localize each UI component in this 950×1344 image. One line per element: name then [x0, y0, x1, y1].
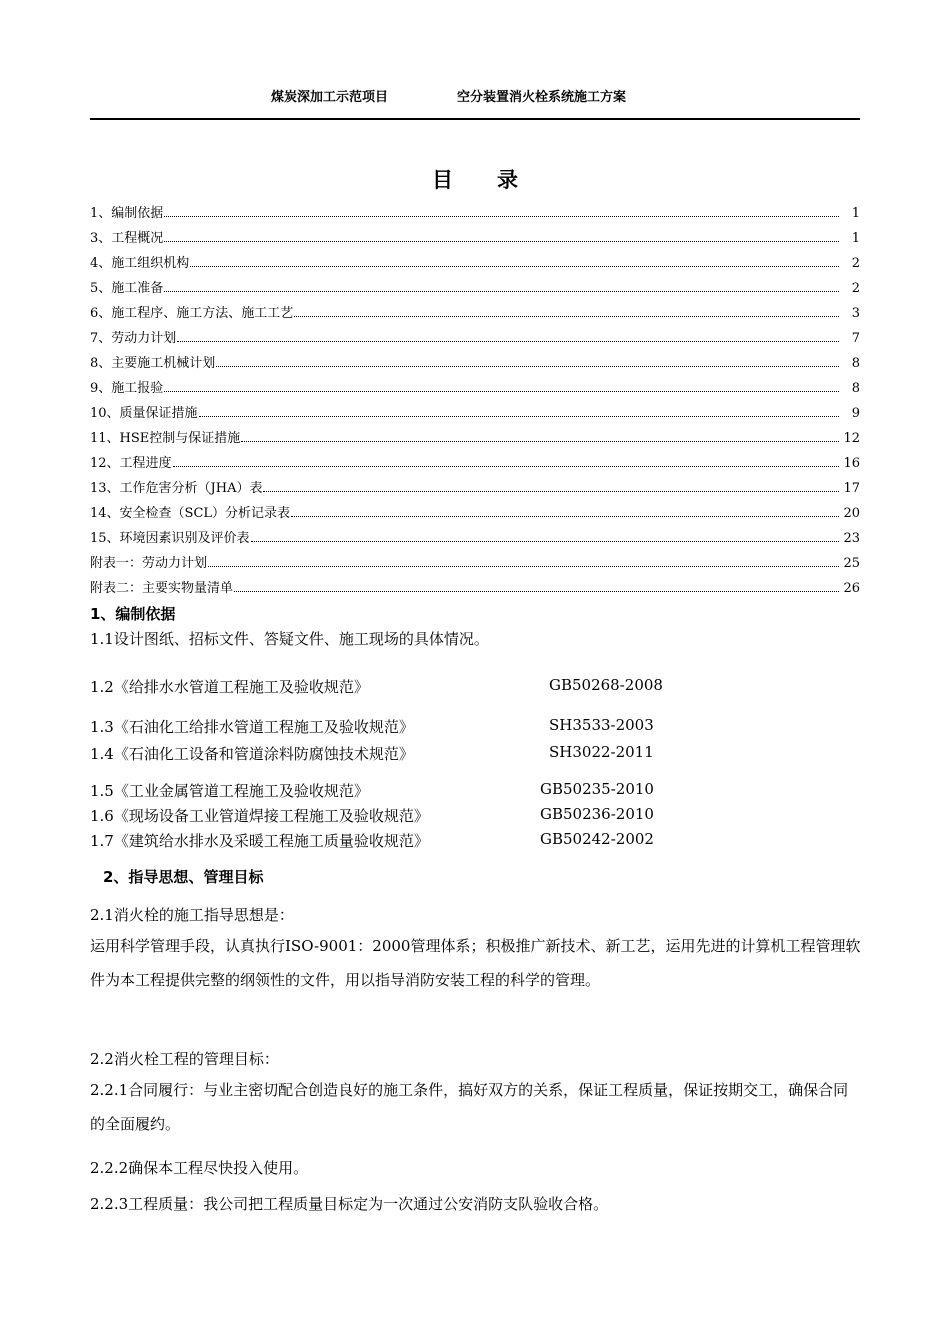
- toc-entry-label: 7、劳动力计划: [90, 331, 177, 346]
- toc-entry-page: 1: [851, 206, 860, 221]
- toc-entry[interactable]: [90, 255, 860, 280]
- toc-leader: [234, 580, 839, 592]
- section-1-heading: 1、编制依据: [90, 605, 176, 623]
- standard-code: GB50242-2002: [540, 830, 654, 848]
- toc-entry-label: 附表一：劳动力计划: [90, 556, 208, 571]
- toc-entry-label: 11、HSE控制与保证措施: [90, 431, 241, 446]
- toc-title-char-1: 目: [432, 168, 453, 192]
- toc-leader: [164, 230, 839, 242]
- standard-name: 1.4《石油化工设备和管道涂料防腐蚀技术规范》: [90, 745, 414, 763]
- toc-entry[interactable]: [90, 530, 860, 555]
- toc-leader: [164, 280, 839, 292]
- toc-leader: [291, 505, 839, 517]
- toc-entry-page: 2: [851, 281, 860, 296]
- toc-entry[interactable]: [90, 330, 860, 355]
- toc-entry-page: 3: [851, 306, 860, 321]
- toc-entry[interactable]: [90, 480, 860, 505]
- standard-name: 1.7《建筑给水排水及采暖工程施工质量验收规范》: [90, 832, 429, 850]
- toc-entry-page: 9: [851, 406, 860, 421]
- toc-leader: [208, 555, 839, 567]
- toc-entry-page: 12: [843, 431, 860, 446]
- toc-entry[interactable]: [90, 555, 860, 580]
- section-2-paragraph: 2.1消火栓的施工指导思想是：: [90, 906, 294, 924]
- section-2-heading: 2、指导思想、管理目标: [103, 868, 264, 886]
- toc-entry[interactable]: [90, 430, 860, 455]
- toc-entry-label: 9、施工报验: [90, 381, 164, 396]
- toc-title-char-2: 录: [497, 168, 518, 192]
- toc-entry-page: 2: [851, 256, 860, 271]
- standard-name: 1.5《工业金属管道工程施工及验收规范》: [90, 782, 369, 800]
- toc-title: [0, 164, 950, 194]
- section-2-paragraph: 2.2.2确保本工程尽快投入使用。: [90, 1159, 309, 1177]
- toc-entry-label: 6、施工程序、施工方法、施工工艺: [90, 306, 294, 321]
- toc-entry[interactable]: [90, 355, 860, 380]
- toc-entry[interactable]: [90, 580, 860, 605]
- table-of-contents: [90, 205, 860, 605]
- section-2-paragraph: 2.2.3工程质量：我公司把工程质量目标定为一次通过公安消防支队验收合格。: [90, 1195, 609, 1213]
- toc-entry[interactable]: [90, 455, 860, 480]
- section-2-paragraph: 运用科学管理手段，认真执行ISO-9001：2000管理体系；积极推广新技术、新工艺，运用先进的计算机工程管理软件为本工程提供完整的纲领性的文件，用以指导消防安装工程的科学的管理。: [90, 937, 861, 989]
- toc-leader: [294, 305, 839, 317]
- toc-entry[interactable]: [90, 405, 860, 430]
- header-divider: [90, 118, 860, 120]
- toc-entry-page: 25: [843, 556, 860, 571]
- toc-entry[interactable]: [90, 205, 860, 230]
- toc-entry-page: 16: [843, 456, 860, 471]
- toc-entry-page: 20: [843, 506, 860, 521]
- toc-entry[interactable]: [90, 505, 860, 530]
- toc-leader: [263, 480, 839, 492]
- toc-leader: [164, 205, 839, 217]
- toc-entry-label: 15、环境因素识别及评价表: [90, 531, 250, 546]
- standard-code: GB50235-2010: [540, 780, 654, 798]
- toc-leader: [164, 380, 839, 392]
- toc-leader: [251, 530, 839, 542]
- toc-entry-page: 26: [843, 581, 860, 596]
- toc-entry[interactable]: [90, 305, 860, 330]
- toc-entry-label: 3、工程概况: [90, 231, 164, 246]
- toc-leader: [241, 430, 839, 442]
- standard-name: 1.6《现场设备工业管道焊接工程施工及验收规范》: [90, 807, 429, 825]
- standard-code: SH3022-2011: [549, 743, 654, 761]
- toc-entry-label: 1、编制依据: [90, 206, 164, 221]
- toc-entry-label: 14、安全检查（SCL）分析记录表: [90, 506, 291, 521]
- toc-entry[interactable]: [90, 380, 860, 405]
- toc-leader: [190, 255, 839, 267]
- toc-entry[interactable]: [90, 230, 860, 255]
- toc-leader: [199, 405, 839, 417]
- toc-entry-label: 13、工作危害分析（JHA）表: [90, 481, 263, 496]
- standard-code: SH3533-2003: [549, 716, 654, 734]
- toc-entry-label: 4、施工组织机构: [90, 256, 190, 271]
- toc-leader: [177, 330, 839, 342]
- section-2-paragraph: 2.2消火栓工程的管理目标：: [90, 1050, 279, 1068]
- header-project-name: 煤炭深加工示范项目: [271, 90, 389, 105]
- toc-entry-label: 10、质量保证措施: [90, 406, 198, 421]
- header-document-title: 空分装置消火栓系统施工方案: [457, 90, 627, 105]
- standard-code: GB50268-2008: [549, 676, 663, 694]
- toc-entry-label: 5、施工准备: [90, 281, 164, 296]
- standard-name: 1.3《石油化工给排水管道工程施工及验收规范》: [90, 718, 414, 736]
- toc-entry-page: 23: [843, 531, 860, 546]
- toc-entry-label: 12、工程进度: [90, 456, 172, 471]
- toc-leader: [173, 455, 839, 467]
- toc-entry-page: 1: [851, 231, 860, 246]
- toc-entry[interactable]: [90, 280, 860, 305]
- toc-entry-label: 附表二：主要实物量清单: [90, 581, 234, 596]
- section-2-paragraph: 2.2.1合同履行：与业主密切配合创造良好的施工条件，搞好双方的关系，保证工程质量，保证按期交工，确保合同的全面履约。: [90, 1081, 849, 1133]
- standard-code: GB50236-2010: [540, 805, 654, 823]
- toc-entry-page: 8: [851, 356, 860, 371]
- toc-entry-page: 17: [843, 481, 860, 496]
- toc-entry-page: 7: [851, 331, 860, 346]
- section-1-intro: 1.1设计图纸、招标文件、答疑文件、施工现场的具体情况。: [90, 630, 489, 648]
- standard-name: 1.2《给排水水管道工程施工及验收规范》: [90, 678, 369, 696]
- toc-entry-page: 8: [851, 381, 860, 396]
- toc-leader: [216, 355, 839, 367]
- toc-entry-label: 8、主要施工机械计划: [90, 356, 216, 371]
